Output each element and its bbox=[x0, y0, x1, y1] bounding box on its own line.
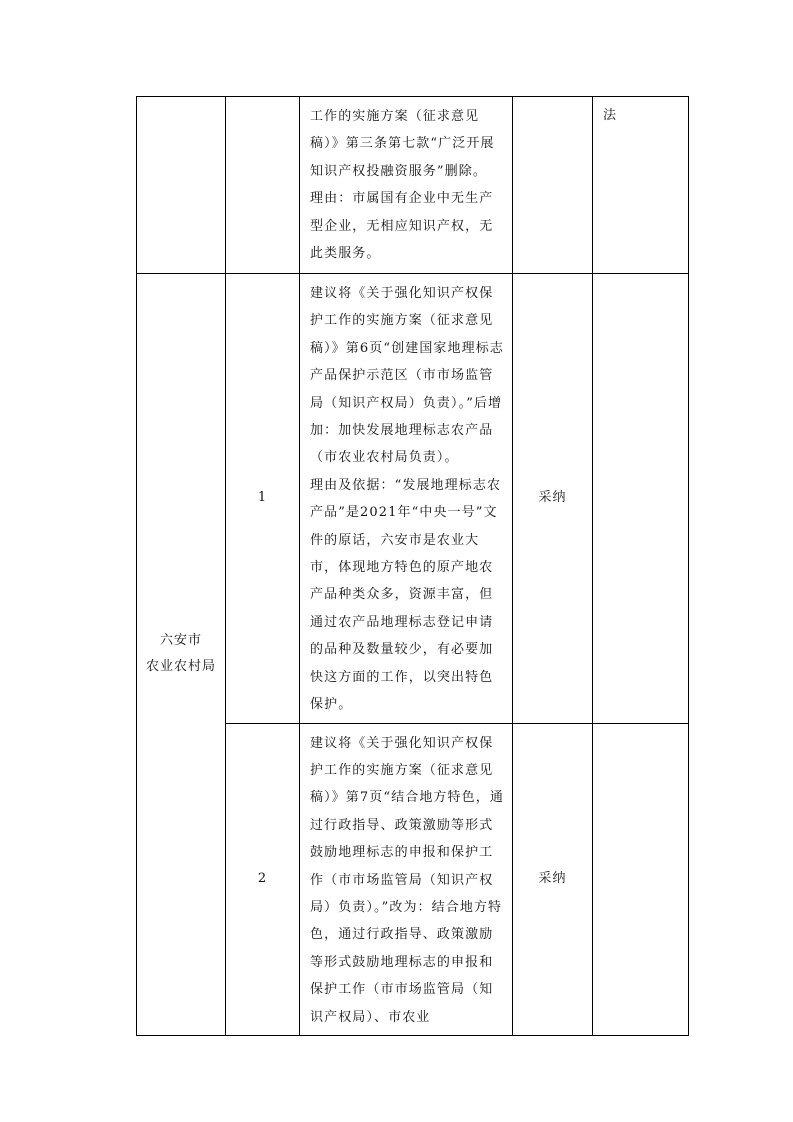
reason-paragraph: 理由：市属国有企业中无生产型企业，无相应知识产权，无此类服务。 bbox=[310, 191, 494, 262]
dept-name-line1: 六安市 bbox=[159, 633, 202, 649]
number-cell: 1 bbox=[226, 274, 300, 724]
number-cell bbox=[226, 97, 300, 274]
dept-cell bbox=[137, 97, 226, 274]
table-row bbox=[137, 274, 689, 724]
suggestion-paragraph: 建议将《关于强化知识产权保护工作的实施方案（征求意见稿）》第6页“创建国家地理标志产品保护示范区（市市场监管局（知识产权局）负责）。”后增加：加快发展地理标志农产品（市农业农村局负责）。 bbox=[310, 286, 504, 466]
result-cell: 采纳 bbox=[513, 723, 593, 1035]
result-cell: 采纳 bbox=[513, 274, 593, 724]
suggestion-cell bbox=[300, 274, 513, 724]
number-cell: 2 bbox=[226, 723, 300, 1035]
note-text: 法 bbox=[603, 108, 618, 123]
table-row bbox=[137, 97, 689, 274]
opinion-table bbox=[136, 96, 689, 1036]
note-cell bbox=[593, 274, 689, 724]
suggestion-paragraph: 工作的实施方案（征求意见稿）》第三条第七款“广泛开展知识产权投融资服务”删除。 bbox=[310, 109, 495, 179]
dept-name-line2: 农业农村局 bbox=[145, 659, 216, 675]
suggestion-cell bbox=[300, 97, 513, 274]
dept-cell bbox=[137, 274, 226, 1036]
reason-paragraph: 理由及依据：“发展地理标志农产品”是2021年“中央一号”文件的原话，六安市是农业大市，体现地方特色的原产地农产品种类众多，资源丰富，但通过农产品地理标志登记申请的品种及数量较少，有必要加快这方面的工作，以突出特色保护。 bbox=[310, 477, 502, 713]
note-cell bbox=[593, 97, 689, 274]
note-cell bbox=[593, 723, 689, 1035]
result-cell bbox=[513, 97, 593, 274]
suggestion-cell bbox=[300, 723, 513, 1035]
suggestion-paragraph: 建议将《关于强化知识产权保护工作的实施方案（征求意见稿）》第7页“结合地方特色，通过行政指导、政策激励等形式鼓励地理标志的申报和保护工作（市市场监管局（知识产权局）负责）。”改为：结合地方特色，通过行政指导、政策激励等形式鼓励地理标志的申报和保护工作（市市场监管局（知识产权局）、市农业 bbox=[310, 735, 504, 1025]
